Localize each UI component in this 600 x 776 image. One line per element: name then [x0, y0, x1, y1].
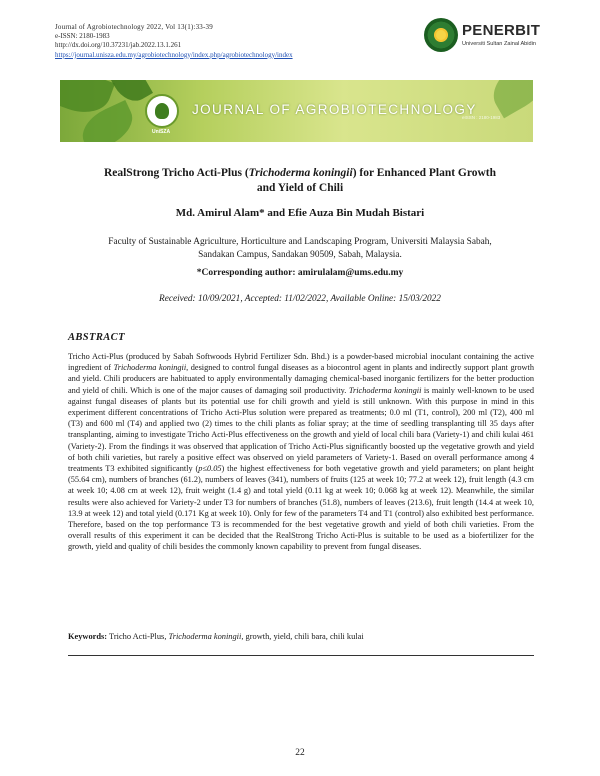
- keywords: Keywords: Tricho Acti-Plus, Trichoderma koningii, growth, yield, chili bara, chili kulai: [68, 632, 364, 641]
- logo-subtitle: Universiti Sultan Zainal Abidin: [462, 41, 536, 47]
- affiliation: Faculty of Sustainable Agriculture, Horticulture and Landscaping Program, Universiti Malaysia Sabah, Sandakan Campus, Sandakan 90509, Sabah, Malaysia.: [108, 237, 492, 260]
- corresponding-author: *Corresponding author: amirulalam@ums.edu.my: [196, 268, 404, 278]
- logo-name: PENERBIT: [462, 22, 541, 39]
- journal-url-link[interactable]: https://journal.unisza.edu.my/agrobiotechnology/index.php/agrobiotechnology/index: [55, 50, 293, 59]
- banner-title: JOURNAL OF AGROBIOTECHNOLOGY: [192, 102, 477, 117]
- journal-header: [55, 23, 425, 60]
- abstract-species: Trichoderma koningii: [348, 385, 422, 395]
- page-number: 22: [295, 748, 305, 758]
- unisza-badge-icon: [145, 94, 179, 128]
- eissn: e-ISSN: 2180-1983: [55, 32, 110, 41]
- journal-citation: Journal of Agrobiotechnology 2022, Vol 13(1):33-39: [55, 23, 213, 31]
- abstract-body: Tricho Acti-Plus (produced by Sabah Softwoods Hybrid Fertilizer Sdn. Bhd.) is a powder-based microbial inoculant containing the active ingredient of Trichoderma koningii, designed to control fungal diseases as a biocontrol agent in plants and indirectly support plant growth and yield. Chili producers are habituated to apply environmentally damaging chemical-based inorganic fertilizers for the better production and yield of chili. Which is one of the major causes of damaging soil productivity. Trichoderma koningii is mainly well-known to be used against fungal diseases of plants but its potential use for chili growth and yield is still unknown. With this purpose in mind in this experiment different concentrations of Tricho Acti-Plus solution were prepared as treatments; 0.0 ml (T1, control), 200 ml (T2), 400 ml (T3) and 600 ml (T4) and applied two (2) times to the chili plants as foliar spray; at the time of seedling transplanting till 35 days after transplanting, aiming to investigate Tricho Acti-Plus effectiveness on the growth and yield of local chili bara (Variety-1) and chili kulai 461 (Variety-2). From the findings it was observed that application of Tricho Acti-Plus significantly boosted up the vegetative growth and yield of both chili varieties, but rarely a positive effect was observed on yield parameters of Variety-1. Based on overall performance among 4 treatments T3 exhibited significantly (p≤0.05) the highest effectiveness for both vegetative growth and yield parameters; on plant height (55.64 cm), numbers of branches (61.2), numbers of leaves (341), numbers of fruits (125 at week 10; 77.2 at week 12), fruit length (4.3 cm at week 10; 4.08 cm at week 12), fruit weight (1.4 g) and total yield (0.11 kg at week 10; 0.068 kg at week 12). Meanwhile, the similar results were also achieved for Variety-2 under T3 for numbers of branches (51.8), numbers of leaves (213.6), fruit length (14.4 at week 10, 13.9 at week 12) and total yield (0.171 Kg at week 10). Only for few of the parameters T4 and T1 (control) also exhibited best performance. Therefore, based on the top performance T3 is recommended for the best vegetative growth and yield of both chili varieties. From the overall results of this experiment it can be decided that the RealStrong Tricho Acti-Plus is suitable to be used as a biofertilizer for the growth, yield and quality of chili besides the commonly known capability to prevent from fungal diseases.: [68, 352, 535, 552]
- abstract-species: Trichoderma koningii: [113, 363, 187, 373]
- divider: [68, 655, 534, 656]
- banner-issn: eISSN : 2180-1983: [462, 115, 501, 120]
- title-species: Trichoderma koningii: [248, 167, 353, 179]
- university-seal-icon: [424, 18, 458, 52]
- journal-banner: [60, 80, 533, 142]
- article-dates: Received: 10/09/2021, Accepted: 11/02/2022, Available Online: 15/03/2022: [159, 294, 441, 304]
- p-value: p≤0.05: [198, 464, 222, 474]
- authors: Md. Amirul Alam* and Efie Auza Bin Mudah Bistari: [175, 207, 425, 219]
- doi-text: http://dx.doi.org/10.37231/jab.2022.13.1.261: [55, 41, 182, 50]
- banner-badge-text: UniSZA: [152, 129, 171, 135]
- penerbit-logo: [422, 14, 552, 58]
- paper-title: RealStrong Tricho Acti-Plus (Trichoderma koningii) for Enhanced Plant Growth and Yield of Chili: [103, 167, 497, 194]
- keywords-label: Keywords:: [68, 632, 108, 641]
- abstract-heading: ABSTRACT: [68, 332, 125, 343]
